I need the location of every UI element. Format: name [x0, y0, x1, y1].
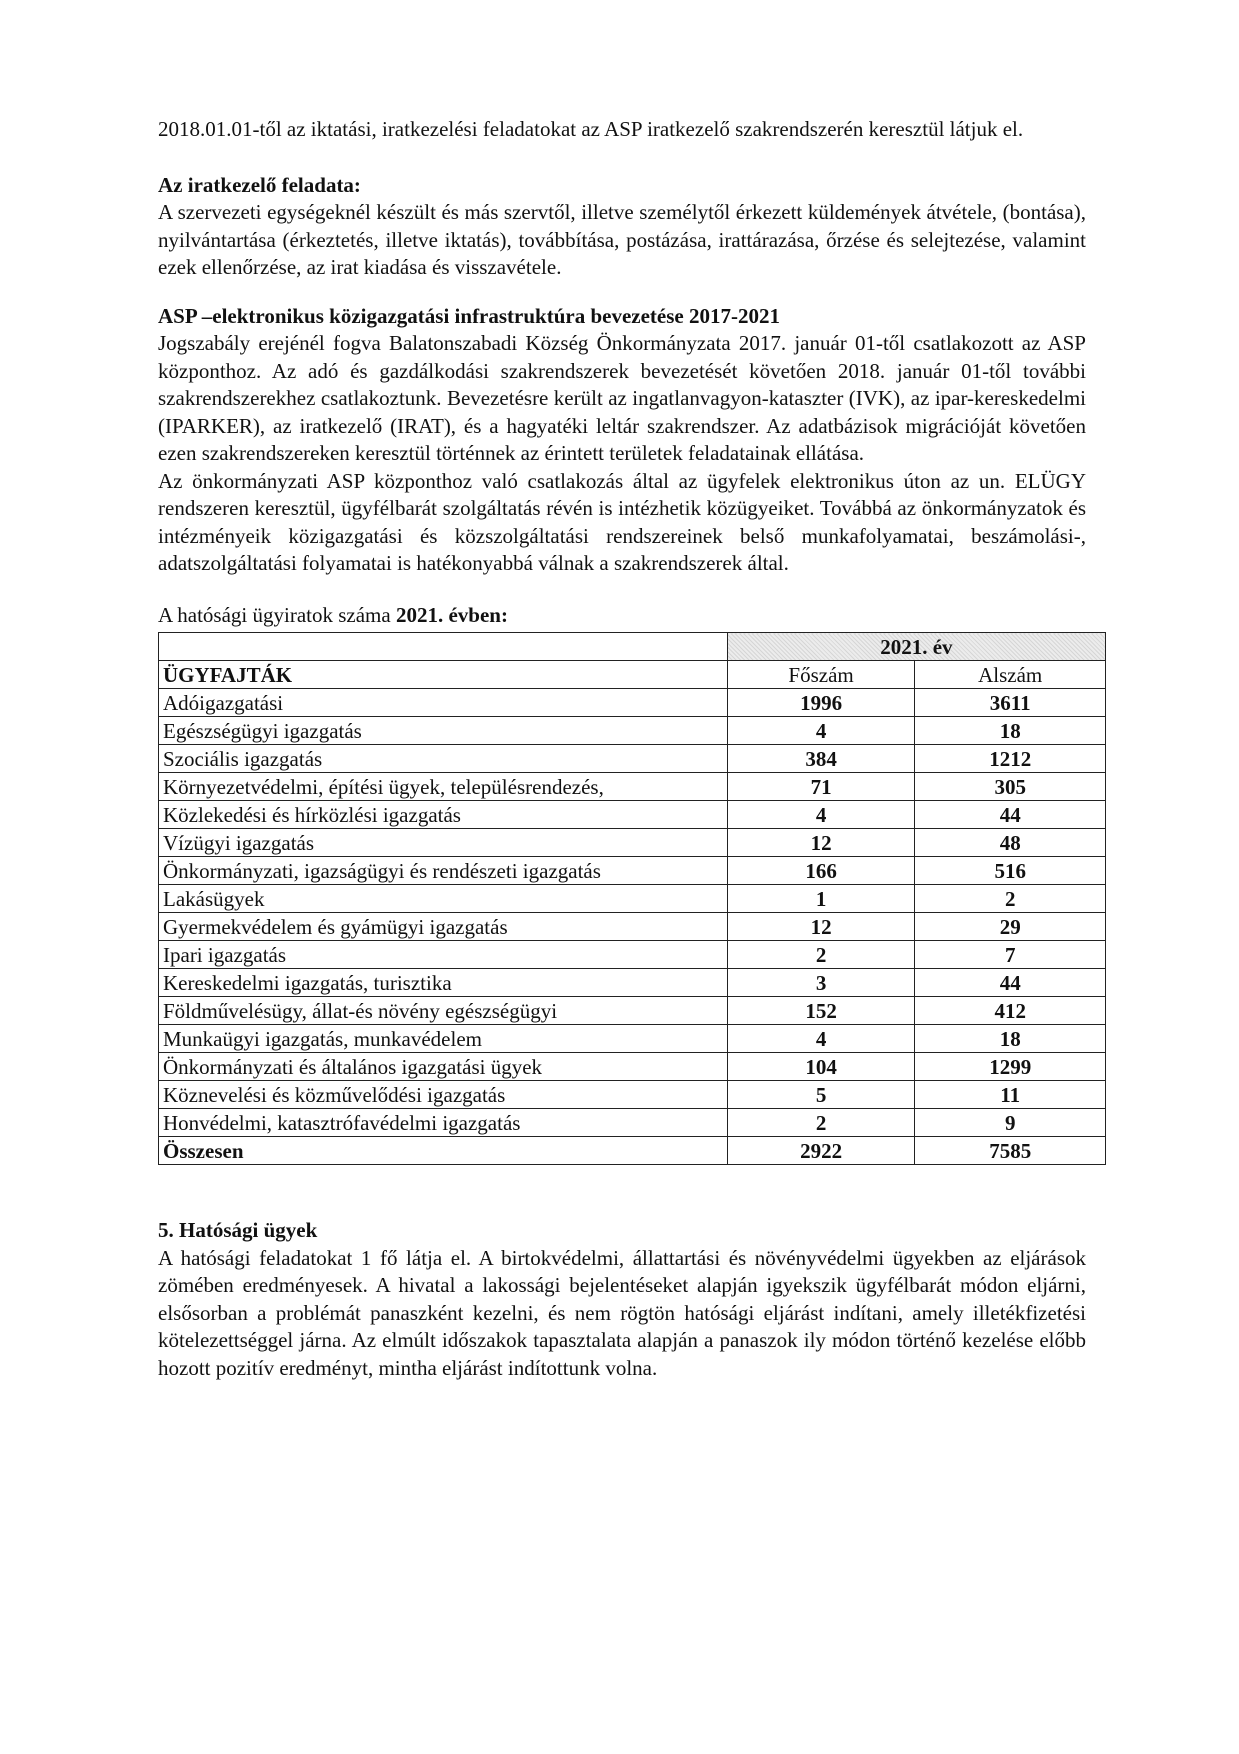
row-type-cell: Egészségügyi igazgatás: [159, 717, 728, 745]
table-row: [159, 773, 1106, 801]
table-row: [159, 941, 1106, 969]
table-row: [159, 1109, 1106, 1137]
table-row: [159, 913, 1106, 941]
row-type-cell: Önkormányzati, igazságügyi és rendészeti igazgatás: [159, 857, 728, 885]
total-main-count-cell: 2922: [727, 1137, 915, 1165]
row-sub-count-cell: 44: [915, 801, 1106, 829]
row-sub-count-cell: 7: [915, 941, 1106, 969]
row-type-cell: Munkaügyi igazgatás, munkavédelem: [159, 1025, 728, 1053]
table-row: [159, 1081, 1106, 1109]
row-main-count-cell: 2: [727, 1109, 915, 1137]
row-sub-count-cell: 1212: [915, 745, 1106, 773]
row-sub-count-cell: 2: [915, 885, 1106, 913]
row-main-count-cell: 5: [727, 1081, 915, 1109]
row-sub-count-cell: 9: [915, 1109, 1106, 1137]
table-caption-prefix: A hatósági ügyiratok száma: [158, 602, 396, 627]
table-row: [159, 969, 1106, 997]
row-type-cell: Ipari igazgatás: [159, 941, 728, 969]
table-row: [159, 997, 1106, 1025]
asp-heading: ASP –elektronikus közigazgatási infrastruktúra bevezetése 2017-2021: [158, 303, 780, 328]
table-header-row: [159, 661, 1106, 689]
row-sub-count-cell: 29: [915, 913, 1106, 941]
row-sub-count-cell: 1299: [915, 1053, 1106, 1081]
total-label-cell: Összesen: [159, 1137, 728, 1165]
row-main-count-cell: 12: [727, 913, 915, 941]
table-row: [159, 717, 1106, 745]
row-sub-count-cell: 516: [915, 857, 1106, 885]
case-statistics-table: [158, 632, 1106, 1165]
col-header-main: Főszám: [727, 661, 915, 689]
table-row: [159, 1025, 1106, 1053]
row-main-count-cell: 384: [727, 745, 915, 773]
row-type-cell: Földművelésügy, állat-és növény egészségügyi: [159, 997, 728, 1025]
row-main-count-cell: 1996: [727, 689, 915, 717]
hatosagi-heading: 5. Hatósági ügyek: [158, 1218, 318, 1242]
row-main-count-cell: 12: [727, 829, 915, 857]
row-main-count-cell: 3: [727, 969, 915, 997]
table-row: [159, 745, 1106, 773]
row-type-cell: Lakásügyek: [159, 885, 728, 913]
asp-paragraph-1: Jogszabály erejénél fogva Balatonszabadi Község Önkormányzata 2017. január 01-től csatlakozott az ASP központhoz. Az adó és gazdálkodási szakrendszerek bevezetését követően 2018. január 01-től további szakrendszerekhez csatlakoztunk. Bevezetésre került az ingatlanvagyon-kataszter (IVK), az ipar-kereskedelmi (IPARKER), az iratkezelő (IRAT), és a hagyatéki leltár szakrendszer. Az adatbázisok migrációját követően ezen szakrendszereken keresztül történnek az érintett területek feladatainak ellátása.: [158, 331, 1086, 465]
row-main-count-cell: 166: [727, 857, 915, 885]
table-year-row: [159, 633, 1106, 661]
iratkezelo-paragraph: A szervezeti egységeknél készült és más szervtől, illetve személytől érkezett küldemények átvétele, (bontása), nyilvántartása (érkeztetés, illetve iktatás), továbbítása, postázása, irattárazása, őrzése és selejtezése, valamint ezek ellenőrzése, az irat kiadása és visszavétele.: [158, 200, 1086, 279]
row-main-count-cell: 71: [727, 773, 915, 801]
table-row: [159, 801, 1106, 829]
iratkezelo-heading: Az iratkezelő feladata:: [158, 172, 361, 197]
row-sub-count-cell: 3611: [915, 689, 1106, 717]
row-main-count-cell: 4: [727, 1025, 915, 1053]
asp-paragraph-2: Az önkormányzati ASP központhoz való csatlakozás által az ügyfelek elektronikus úton az un. ELÜGY rendszeren keresztül, ügyfélbarát szolgáltatás révén is intézhetik közügyeiket. Továbbá az önkormányzatok és intézményeik közigazgatási és közszolgáltatási rendszereinek belső munkafolyamatai, beszámolási-, adatszolgáltatási folyamatai is hatékonyabbá válnak a szakrendszerek által.: [158, 468, 1086, 575]
row-type-cell: Gyermekvédelem és gyámügyi igazgatás: [159, 913, 728, 941]
row-main-count-cell: 104: [727, 1053, 915, 1081]
row-main-count-cell: 2: [727, 941, 915, 969]
table-row: [159, 885, 1106, 913]
row-sub-count-cell: 44: [915, 969, 1106, 997]
row-sub-count-cell: 412: [915, 997, 1106, 1025]
row-type-cell: Kereskedelmi igazgatás, turisztika: [159, 969, 728, 997]
row-type-cell: Köznevelési és közművelődési igazgatás: [159, 1081, 728, 1109]
col-header-type: ÜGYFAJTÁK: [159, 661, 728, 689]
row-main-count-cell: 1: [727, 885, 915, 913]
total-sub-count-cell: 7585: [915, 1137, 1106, 1165]
table-total-row: [159, 1137, 1106, 1165]
row-main-count-cell: 152: [727, 997, 915, 1025]
row-type-cell: Honvédelmi, katasztrófavédelmi igazgatás: [159, 1109, 728, 1137]
row-type-cell: Vízügyi igazgatás: [159, 829, 728, 857]
row-type-cell: Adóigazgatási: [159, 689, 728, 717]
table-row: [159, 857, 1106, 885]
row-type-cell: Szociális igazgatás: [159, 745, 728, 773]
table-caption-year: 2021. évben:: [395, 602, 508, 627]
row-sub-count-cell: 11: [915, 1081, 1106, 1109]
table-row: [159, 829, 1106, 857]
row-main-count-cell: 4: [727, 717, 915, 745]
row-type-cell: Közlekedési és hírközlési igazgatás: [159, 801, 728, 829]
table-caption: [158, 602, 1086, 630]
table-row: [159, 1053, 1106, 1081]
row-sub-count-cell: 305: [915, 773, 1106, 801]
row-type-cell: Környezetvédelmi, építési ügyek, településrendezés,: [159, 773, 728, 801]
row-sub-count-cell: 48: [915, 829, 1106, 857]
hatosagi-paragraph: A hatósági feladatokat 1 fő látja el. A birtokvédelmi, állattartási és növényvédelmi ügyekben az eljárások zömében eredményesek. A hivatal a lakossági bejelentéseket alapján igyekszik ügyfélbarát módon eljárni, elsősorban a problémát panaszként kezelni, és nem rögtön hatósági eljárást indítani, amely illetékfizetési kötelezettséggel járna. Az elmúlt időszakok tapasztalata alapján a panaszok ily módon történő kezelése előbb hozott pozitív eredményt, mintha eljárást indítottunk volna.: [158, 1245, 1086, 1380]
table-corner-cell: [159, 633, 728, 661]
document-page: [158, 116, 1086, 1382]
intro-paragraph: 2018.01.01-től az iktatási, iratkezelési feladatokat az ASP iratkezelő szakrendszerén keresztül látjuk el.: [158, 117, 1024, 141]
year-header-cell: 2021. év: [727, 633, 1105, 661]
row-sub-count-cell: 18: [915, 1025, 1106, 1053]
row-type-cell: Önkormányzati és általános igazgatási ügyek: [159, 1053, 728, 1081]
table-row: [159, 689, 1106, 717]
col-header-sub: Alszám: [915, 661, 1106, 689]
row-sub-count-cell: 18: [915, 717, 1106, 745]
row-main-count-cell: 4: [727, 801, 915, 829]
